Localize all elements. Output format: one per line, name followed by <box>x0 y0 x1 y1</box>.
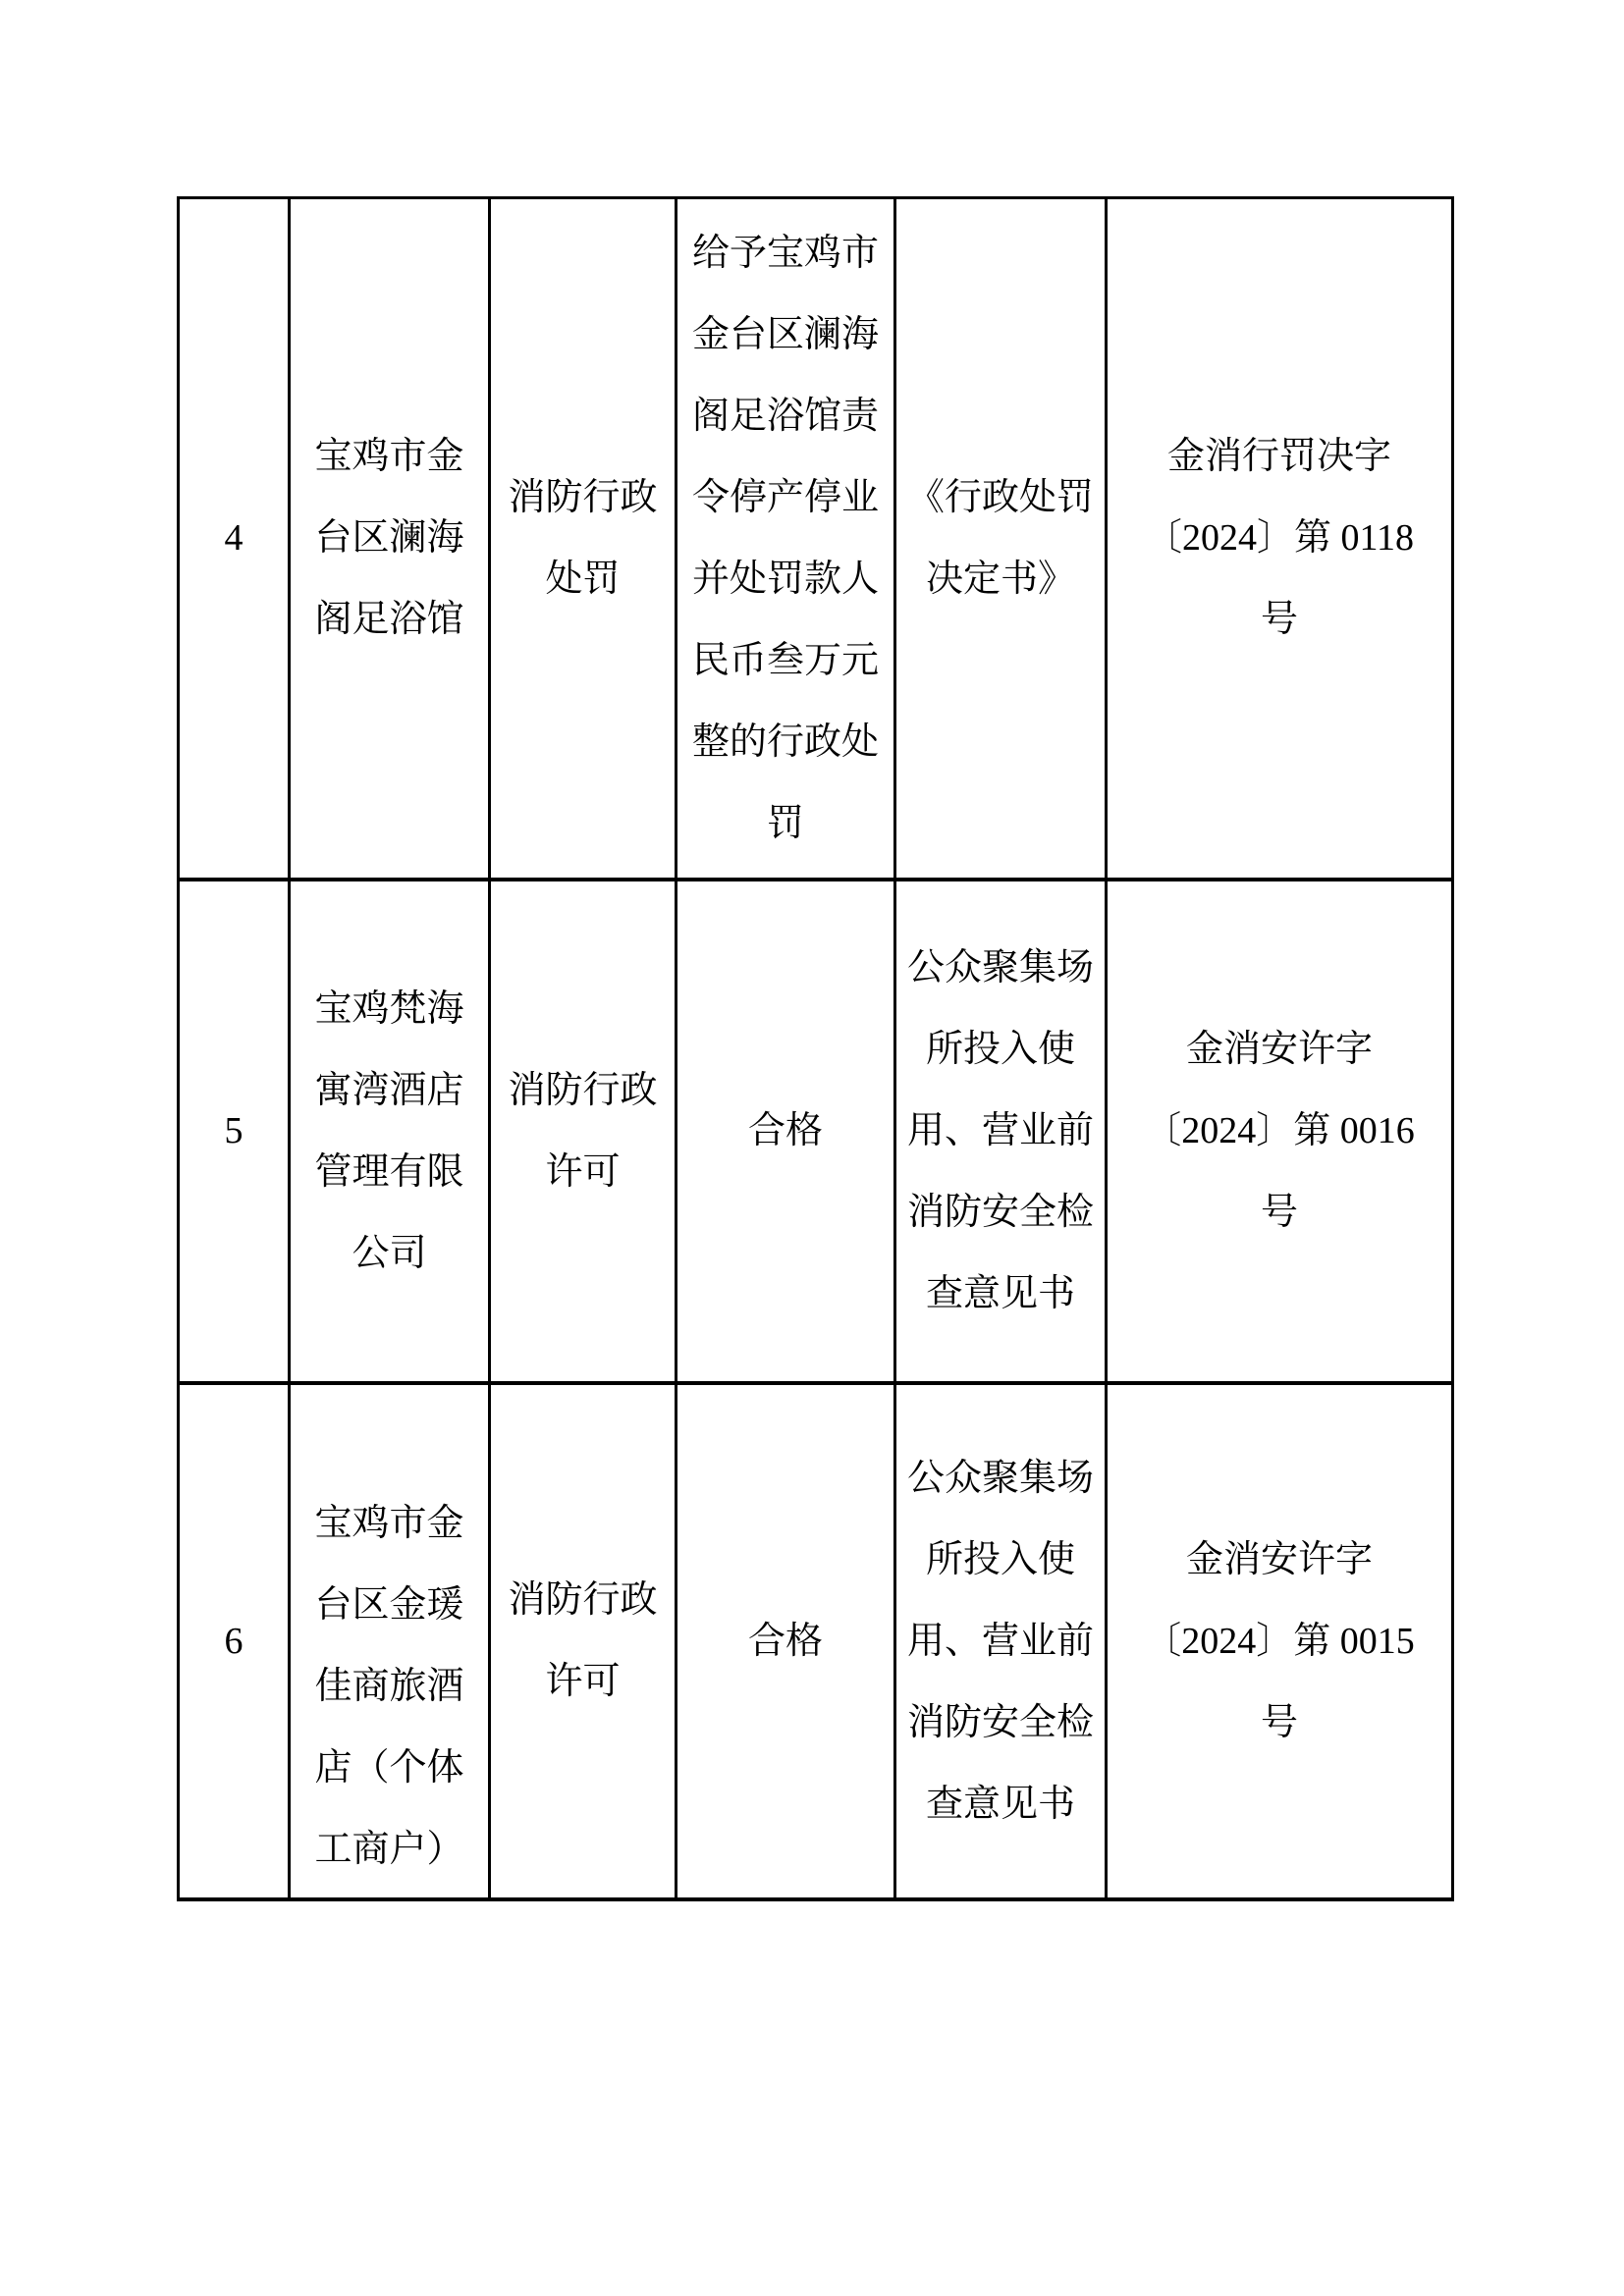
text-line: 〔2024〕第 0118 <box>1144 517 1415 559</box>
text-line: 用、营业前 <box>906 1620 1094 1662</box>
row4-document-number-cell <box>1108 199 1451 881</box>
text-line: 〔2024〕第 0016 <box>1144 1110 1415 1151</box>
records-table <box>177 196 1454 1901</box>
text-line: 寓湾酒店 <box>314 1069 464 1111</box>
text-line: 合格 <box>747 1620 823 1662</box>
text-line: 合格 <box>747 1110 823 1151</box>
text-line: 消防安全检 <box>906 1701 1094 1743</box>
row6-document-number-cell <box>1108 1385 1451 1897</box>
text-line: 号 <box>1260 599 1298 640</box>
text-line: 店（个体 <box>314 1746 464 1789</box>
text-line: 查意见书 <box>925 1273 1075 1314</box>
text-line: 整的行政处 <box>691 721 879 763</box>
text-line: 决定书》 <box>925 558 1075 600</box>
text-line: 金消安许字 <box>1185 1538 1373 1580</box>
text-line: 用、营业前 <box>906 1110 1094 1151</box>
text-line: 消防行政 <box>508 1069 658 1111</box>
text-line: 查意见书 <box>925 1783 1075 1825</box>
text-line: 金消安许字 <box>1185 1029 1373 1070</box>
text-line: 4 <box>224 517 244 559</box>
text-line: 民币叁万元 <box>691 639 879 681</box>
text-line: 处罚 <box>545 558 621 600</box>
text-line: 宝鸡市金 <box>314 436 464 477</box>
text-line: 并处罚款人 <box>691 558 879 600</box>
text-line: 公众聚集场 <box>906 947 1094 988</box>
row4-action-type-cell <box>491 199 677 881</box>
row6-index-cell <box>180 1385 291 1897</box>
row4-index-cell <box>180 199 291 881</box>
text-line: 公众聚集场 <box>906 1457 1094 1499</box>
text-line: 佳商旅酒 <box>314 1665 464 1707</box>
text-line: 宝鸡梵海 <box>314 988 464 1030</box>
text-line: 公司 <box>352 1232 427 1274</box>
row5-index-cell <box>180 881 291 1385</box>
row6-action-type-cell <box>491 1385 677 1897</box>
text-line: 6 <box>224 1620 244 1662</box>
text-line: 台区金瑗 <box>314 1583 464 1626</box>
row4-result-cell <box>677 199 896 881</box>
text-line: 阁足浴馆责 <box>691 395 879 437</box>
text-line: 号 <box>1260 1701 1298 1743</box>
text-line: 号 <box>1260 1192 1298 1233</box>
text-line: 所投入使 <box>925 1029 1075 1070</box>
text-line: 消防行政 <box>508 476 658 518</box>
text-line: 〔2024〕第 0015 <box>1144 1620 1415 1662</box>
row5-document-number-cell <box>1108 881 1451 1385</box>
text-line: 许可 <box>545 1661 621 1702</box>
row5-document-name-cell <box>896 881 1108 1385</box>
text-line: 宝鸡市金 <box>314 1502 464 1544</box>
row6-document-name-cell <box>896 1385 1108 1897</box>
row5-result-cell <box>677 881 896 1385</box>
text-line: 台区澜海 <box>314 517 464 559</box>
text-line: 金消行罚决字 <box>1166 436 1391 477</box>
text-line: 所投入使 <box>925 1538 1075 1580</box>
row6-result-cell <box>677 1385 896 1897</box>
row4-entity-name-cell <box>291 199 491 881</box>
text-line: 金台区澜海 <box>691 313 879 355</box>
text-line: 管理有限 <box>314 1150 464 1193</box>
text-line: 给予宝鸡市 <box>691 232 879 274</box>
text-line: 阁足浴馆 <box>314 599 464 640</box>
text-line: 工商户） <box>314 1828 464 1870</box>
row4-document-name-cell <box>896 199 1108 881</box>
row6-entity-name-cell <box>291 1385 491 1897</box>
text-line: 5 <box>224 1110 244 1151</box>
text-line: 《行政处罚 <box>906 476 1094 518</box>
row5-action-type-cell <box>491 881 677 1385</box>
text-line: 罚 <box>766 802 804 844</box>
row5-entity-name-cell <box>291 881 491 1385</box>
text-line: 令停产停业 <box>691 476 879 518</box>
text-line: 许可 <box>545 1150 621 1193</box>
text-line: 消防安全检 <box>906 1192 1094 1233</box>
text-line: 消防行政 <box>508 1579 658 1621</box>
